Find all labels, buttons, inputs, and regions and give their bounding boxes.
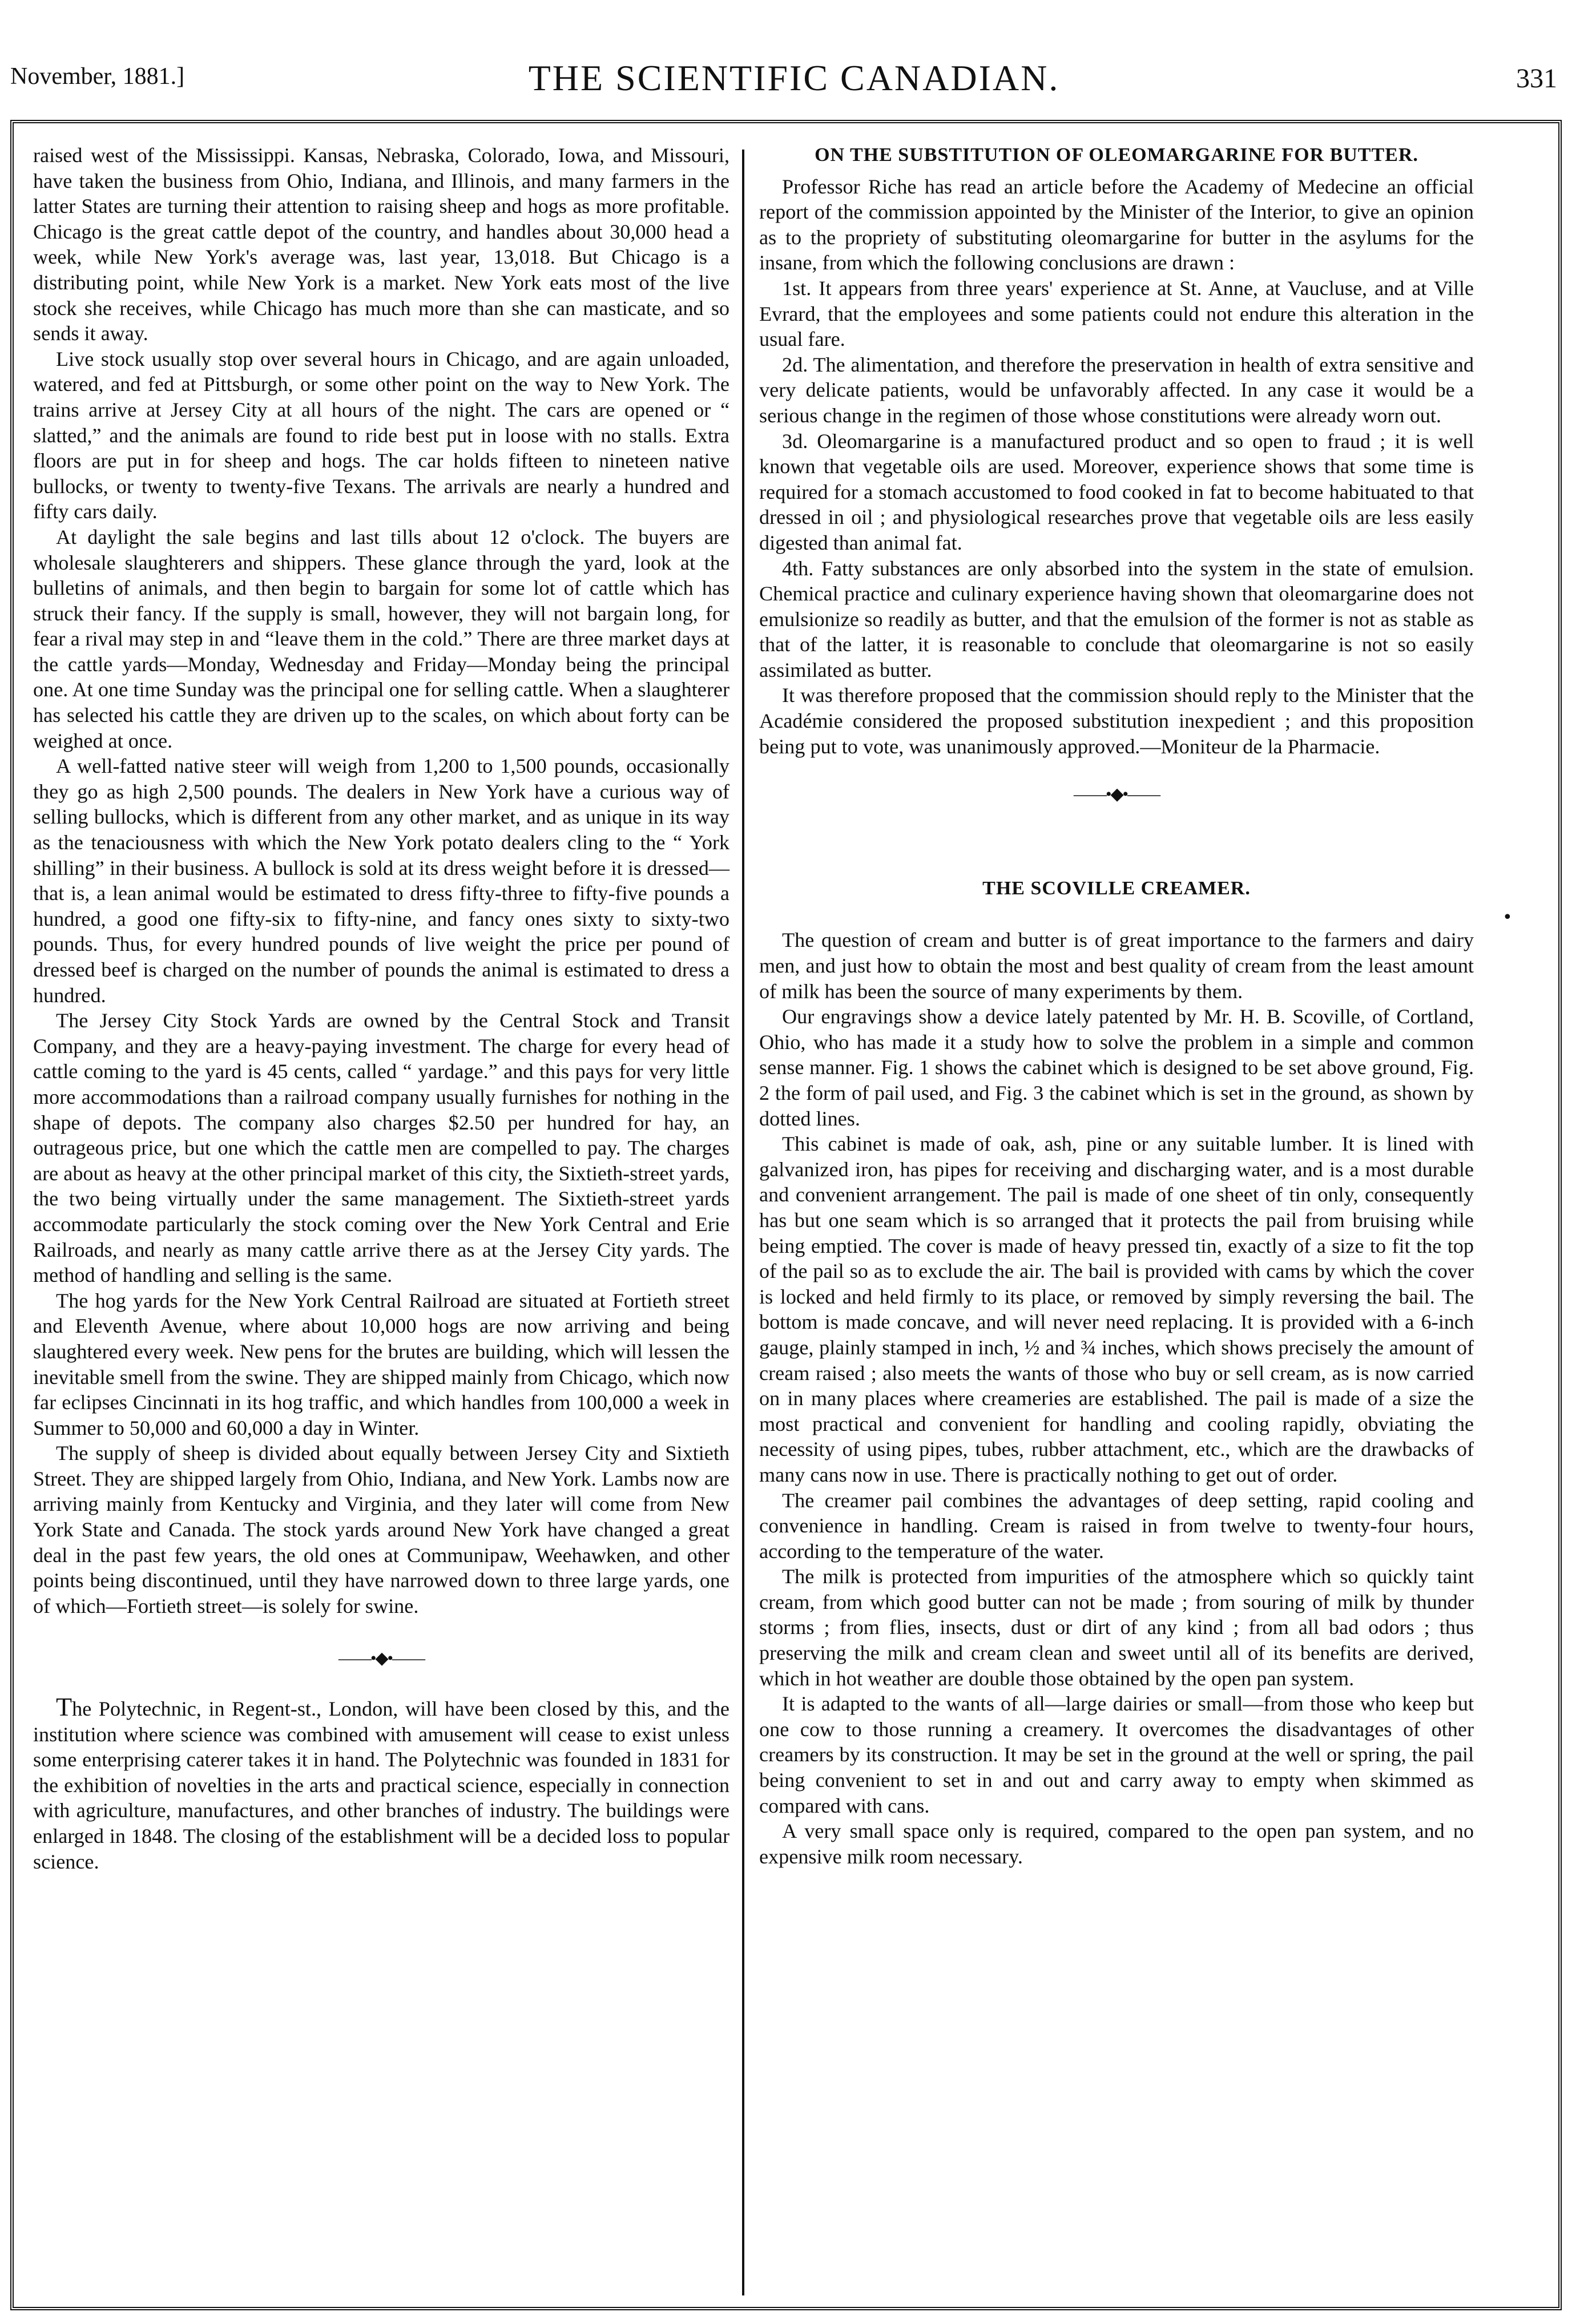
section-separator: ——•◆•——	[338, 1649, 425, 1668]
paragraph: Professor Riche has read an article before the Academy of Medecine an official report of the commission appointed by the Minister of the Interior, to give an opinion as to the propriety of substituting oleomargarine for butter in the asylums for the insane, from which the following conclusions are drawn :	[759, 175, 1474, 275]
paragraph: At daylight the sale begins and last tills about 12 o'clock. The buyers are wholesale slaughterers and shippers. These glance through the yard, look at the bulletins of animals, and then begin to bargain for some lot of cattle which has struck their fancy. If the supply is small, however, they will not bargain long, for fear a rival may step in and “leave them in the cold.” There are three market days at the cattle yards—Monday, Wednesday and Friday—Monday being the principal one. At one time Sunday was the principal one for selling cattle. When a slaughterer has selected his cattle they are driven up to the scales, on which about forty can be weighed at once.	[33, 525, 729, 752]
paragraph: The creamer pail combines the advantages of deep setting, rapid cooling and convenience in handling. Cream is raised in from twelve to twenty-four hours, according to the temperature of the water.	[759, 1488, 1474, 1563]
paragraph: The hog yards for the New York Central Railroad are situated at Fortieth street and Eleventh Avenue, where about 10,000 hogs are now arriving and being slaughtered every week. New pens for the brutes are building, which will lessen the inevitable smell from the swine. They are shipped mainly from Chicago, which now far eclipses Cincinnati in its hog traffic, and which handles from 100,000 a week in Summer to 50,000 and 60,000 a day in Winter.	[33, 1289, 729, 1439]
paragraph: 1st. It appears from three years' experience at St. Anne, at Vaucluse, and at Ville Evrard, that the employees and some patients could not endure this alteration in the usual fare.	[759, 276, 1474, 351]
article-heading: ON THE SUBSTITUTION OF OLEOMARGARINE FOR BUTTER.	[815, 144, 1418, 166]
article-heading: THE SCOVILLE CREAMER.	[982, 877, 1251, 899]
left-column	[33, 143, 729, 2294]
paragraph: 2d. The alimentation, and therefore the preservation in health of extra sensitive and very delicate patients, would be unfavorably affected. In any case it would be a serious change in the regimen of those whose constitutions were already worn out.	[759, 353, 1474, 427]
polytechnic-note: The Polytechnic, in Regent-st., London, will have been closed by this, and the institution where science was combined with amusement will cease to exist unless some enterprising caterer takes it in hand. The Polytechnic was founded in 1831 for the exhibition of novelties in the arts and practical science, especially in connection with agriculture, manufactures, and other branches of industry. The buildings were enlarged in 1848. The closing of the establishment will be a decided loss to popular science.	[33, 1692, 729, 1873]
paragraph: The Jersey City Stock Yards are owned by the Central Stock and Transit Company, and they are a heavy-paying investment. The charge for every head of cattle coming to the yard is 45 cents, called “ yardage.” and this pays for very little more accommodations than a railroad company usually furnishes for nothing in the shape of depots. The company also charges $2.50 per hundred for hay, an outrageous price, but one which the cattle men are compelled to pay. The charges are about as heavy at the other principal market of this city, the Sixtieth-street yards, the two being virtually under the same management. The Sixtieth-street yards accommodate particularly the stock coming over the New York Central and Erie Railroads, and nearly as many cattle arrive there as at the Jersey City yards. The method of handling and selling is the same.	[33, 1009, 729, 1287]
paragraph: It is adapted to the wants of all—large dairies or small—from those who keep but one cow to those running a creamery. It overcomes the disadvantages of other creamers by its construction. It may be set in the ground at the well or spring, the pail being convenient to set in and out and carry away to empty when skimmed as compared with cans.	[759, 1692, 1474, 1817]
paragraph: The question of cream and butter is of great importance to the farmers and dairy men, and just how to obtain the most and best quality of cream from the least amount of milk has been the source of many experiments by them.	[759, 929, 1474, 1003]
paragraph: Our engravings show a device lately patented by Mr. H. B. Scoville, of Cortland, Ohio, who has made it a study how to solve the problem in a simple and common sense manner. Fig. 1 shows the cabinet which is designed to be set above ground, Fig. 2 the form of pail used, and Fig. 3 the cabinet which is set in the ground, as shown by dotted lines.	[759, 1005, 1474, 1130]
paragraph: It was therefore proposed that the commission should reply to the Minister that the Académie considered the proposed substitution inexpedient ; and this proposition being put to vote, was unanimously approved.—Moniteur de la Pharmacie.	[759, 684, 1474, 758]
column-divider	[742, 150, 744, 2295]
paragraph: raised west of the Mississippi. Kansas, Nebraska, Colorado, Iowa, and Missouri, have taken the business from Ohio, Indiana, and Illinois, and many farmers in the latter States are turning their attention to raising sheep and hogs as more profitable. Chicago is the great cattle depot of the country, and handles about 30,000 head a week, while New York's average was, last year, 13,018. But Chicago is a distributing point, while New York is a market. New York eats most of the live stock she receives, while Chicago has much more than she can masticate, and so sends it away.	[33, 144, 729, 345]
section-separator: ——•◆•——	[1073, 785, 1160, 804]
paragraph: The supply of sheep is divided about equally between Jersey City and Sixtieth Street. They are shipped largely from Ohio, Indiana, and New York. Lambs now are arriving mainly from Kentucky and Virginia, and they later will come from New York State and Canada. The stock yards around New York have changed a great deal in the past few years, the old ones at Communipaw, Weehawken, and other points being discontinued, until they have narrowed down to three large yards, one of which—Fortieth street—is solely for swine.	[33, 1442, 729, 1617]
paragraph: The milk is protected from impurities of the atmosphere which so quickly taint cream, from which good butter can not be made ; from souring of milk by thunder storms ; from flies, insects, dust or dirt of any kind ; from all bad odors ; thus preserving the milk and cream clean and sweet until all of its benefits are derived, which in hot weather are double those obtained by the open pan system.	[759, 1565, 1474, 1690]
paragraph: 4th. Fatty substances are only absorbed into the system in the state of emulsion. Chemical practice and culinary experience having shown that oleomargarine does not emulsionize so readily as butter, and that the emulsion of the former is not as stable as that of the latter, it is reasonable to conclude that oleomargarine is not so easily assimilated as butter.	[759, 556, 1474, 681]
heading-gap	[759, 907, 1474, 927]
paragraph: A very small space only is required, compared to the open pan system, and no expensive milk room necessary.	[759, 1819, 1474, 1868]
paragraph: A well-fatted native steer will weigh from 1,200 to 1,500 pounds, occasionally they go as high 2,500 pounds. The dealers in New York have a curious way of selling bullocks, which is different from any other market, and as unique in its way as the tenaciousness with which the New York potato dealers cling to the “ York shilling” in their business. A bullock is sold at its dress weight before it is dressed—that is, a lean animal would be estimated to dress fifty-three to fifty-five pounds a hundred, a good one fifty-six to fifty-nine, and fancy ones sixty to sixty-two pounds. Thus, for every hundred pounds of live weight the price per pound of dressed beef is charged on the number of pounds the animal is estimated to dress a hundred.	[33, 755, 729, 1007]
page-header	[0, 0, 1588, 120]
journal-title: THE SCIENTIFIC CANADIAN.	[528, 58, 1060, 98]
issue-date: November, 1881.]	[10, 63, 185, 90]
page-number: 331	[1516, 63, 1557, 94]
paragraph: 3d. Oleomargarine is a manufactured product and so open to fraud ; it is well known that vegetable oils are used. Moreover, experience shows that some time is required for a stomach accustomed to food cooked in fat to become habituated to that dressed in oil ; and physiological researches prove that vegetable oils are less easily digested than animal fat.	[759, 429, 1474, 554]
paragraph: Live stock usually stop over several hours in Chicago, and are again unloaded, watered, and fed at Pittsburgh, or some other point on the way to New York. The trains arrive at Jersey City at all hours of the night. The cars are opened or “ slatted,” and the animals are found to ride best put in loose with no stalls. Extra floors are put in for sheep and hogs. The car holds fifteen to nineteen native bullocks, or twenty to twenty-five Texans. The arrivals are nearly a hundred and fifty cars daily.	[33, 347, 729, 523]
right-column	[759, 143, 1474, 2294]
paragraph: This cabinet is made of oak, ash, pine or any suitable lumber. It is lined with galvanized iron, has pipes for receiving and discharging water, and is a most durable and convenient arrangement. The pail is made of one sheet of tin only, consequently has but one seam which is so arranged that it protects the pail from bruising while being emptied. The cover is made of heavy pressed tin, exactly of a size to fit the top of the pail so as to exclude the air. The bail is provided with cams by which the cover is locked and held firmly to its place, or removed by simply reversing the bail. The bottom is made concave, and will never need replacing. It is provided with a 6-inch gauge, plainly stamped in inch, ½ and ¾ inches, which shows precisely the amount of cream raised ; also meets the wants of those who buy or sell cream, as is now carried on in many places where creameries are established. The pail is made of a size the most practical and convenient for handling and cooling rapidly, obviating the necessity of using pipes, tubes, rubber attachment, etc., which are the drawbacks of many cans now in use. There is practically nothing to get out of order.	[759, 1132, 1474, 1486]
margin-dot: •	[1502, 907, 1513, 927]
